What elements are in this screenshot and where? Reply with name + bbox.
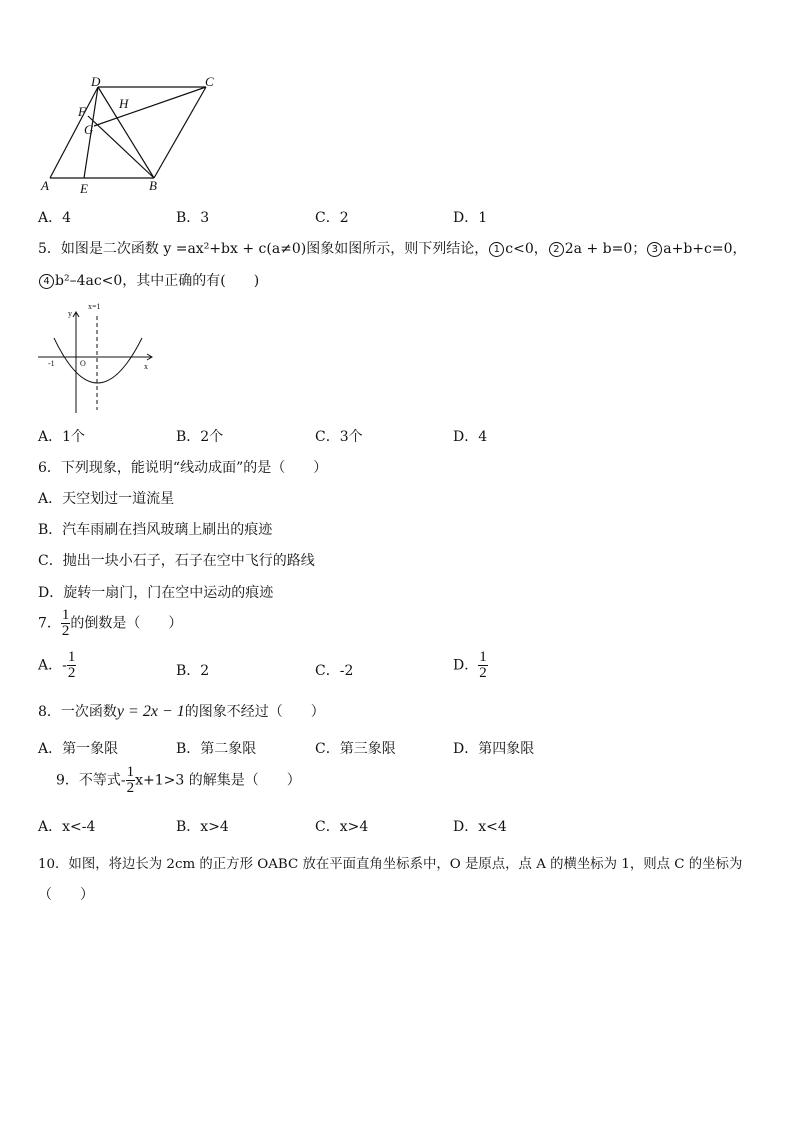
q8-option-a[interactable]: A．第一象限 xyxy=(38,741,119,757)
q10-stem-line1: 10．如图，将边长为 2cm 的正方形 OABC 放在平面直角坐标系中，O 是原点，点 A 的横坐标为 1，则点 C 的坐标为 xyxy=(38,857,743,872)
parabola-graph xyxy=(34,298,160,416)
label-A: A xyxy=(41,178,49,193)
q7-fraction: $\frac{1}{2}$ xyxy=(61,607,70,639)
q9-option-a[interactable]: A．x<-4 xyxy=(38,819,96,835)
q5-stem-line2: 4 b²–4ac<0，其中正确的有( ) xyxy=(38,270,259,290)
label-B: B xyxy=(149,178,157,193)
label-D: D xyxy=(91,74,101,89)
circled-number-2: 2 xyxy=(549,242,564,257)
q8-option-b[interactable]: B．第二象限 xyxy=(176,741,257,757)
y-axis-label: y xyxy=(68,309,72,318)
segment-GC xyxy=(94,87,206,126)
q6-option-d[interactable]: D．旋转一扇门，门在空中运动的痕迹 xyxy=(38,585,274,601)
q7-option-a[interactable]: A．- $\frac{1}{2}$ xyxy=(38,649,76,681)
symmetry-axis-label: x=1 xyxy=(88,302,101,311)
q10-stem-line2: （ ） xyxy=(38,887,94,903)
label-H: H xyxy=(119,96,129,111)
q7-option-c[interactable]: C．-2 xyxy=(315,663,354,679)
q8-option-d[interactable]: D．第四象限 xyxy=(453,741,535,757)
x-axis-label: x xyxy=(144,362,148,371)
circled-number-1: 1 xyxy=(489,242,504,257)
circled-number-4: 4 xyxy=(39,274,54,289)
q5-option-d[interactable]: D．4 xyxy=(453,429,488,445)
label-E: E xyxy=(80,181,88,196)
q9-option-d[interactable]: D．x<4 xyxy=(453,819,507,835)
edge-BC xyxy=(154,87,206,178)
q7-stem: 7． $\frac{1}{2}$ 的倒数是（ ） xyxy=(38,607,183,639)
q8-option-c[interactable]: C．第三象限 xyxy=(315,741,396,757)
q4-option-a[interactable]: A．4 xyxy=(38,210,72,226)
q8-stem: 8．一次函数y = 2x − 1的图象不经过（ ） xyxy=(38,703,325,720)
q4-option-d[interactable]: D．1 xyxy=(453,210,488,226)
q5-option-b[interactable]: B．2个 xyxy=(176,429,224,445)
q6-option-b[interactable]: B．汽车雨刷在挡风玻璃上刷出的痕迹 xyxy=(38,522,273,538)
q9-option-b[interactable]: B．x>4 xyxy=(176,819,229,835)
q5-option-c[interactable]: C．3个 xyxy=(315,429,363,445)
label-C: C xyxy=(205,74,214,89)
parabola-curve xyxy=(54,338,142,383)
origin-label: O xyxy=(80,359,86,368)
q6-option-c[interactable]: C．抛出一块小石子，石子在空中飞行的路线 xyxy=(38,553,315,569)
label-F: F xyxy=(78,104,86,119)
q5-option-a[interactable]: A．1个 xyxy=(38,429,86,445)
q7-option-b[interactable]: B．2 xyxy=(176,663,210,679)
q8-formula: y = 2x − 1 xyxy=(116,703,185,720)
q6-stem: 6．下列现象，能说明“线动成面”的是（ ） xyxy=(38,460,328,476)
q9-fraction: $\frac{1}{2}$ xyxy=(126,764,135,796)
q5-stem-line1: 5．如图是二次函数 y =ax²+bx + c(a≠0)图象如图所示，则下列结论， 1 c<0， 2 2a + b=0； 3 a+b+c=0， xyxy=(38,241,747,257)
q4-option-b[interactable]: B．3 xyxy=(176,210,210,226)
q7-option-d[interactable]: D． $\frac{1}{2}$ xyxy=(453,649,487,681)
q4-option-c[interactable]: C．2 xyxy=(315,210,349,226)
circled-number-3: 3 xyxy=(647,242,662,257)
q6-option-a[interactable]: A．天空划过一道流星 xyxy=(38,491,175,507)
q9-option-c[interactable]: C．x>4 xyxy=(315,819,369,835)
q9-stem: 9．不等式- $\frac{1}{2}$ x+1>3 的解集是（ ） xyxy=(56,764,301,796)
label-G: G xyxy=(84,122,94,137)
parallelogram-figure xyxy=(38,72,228,197)
neg-one-label: -1 xyxy=(48,359,55,368)
